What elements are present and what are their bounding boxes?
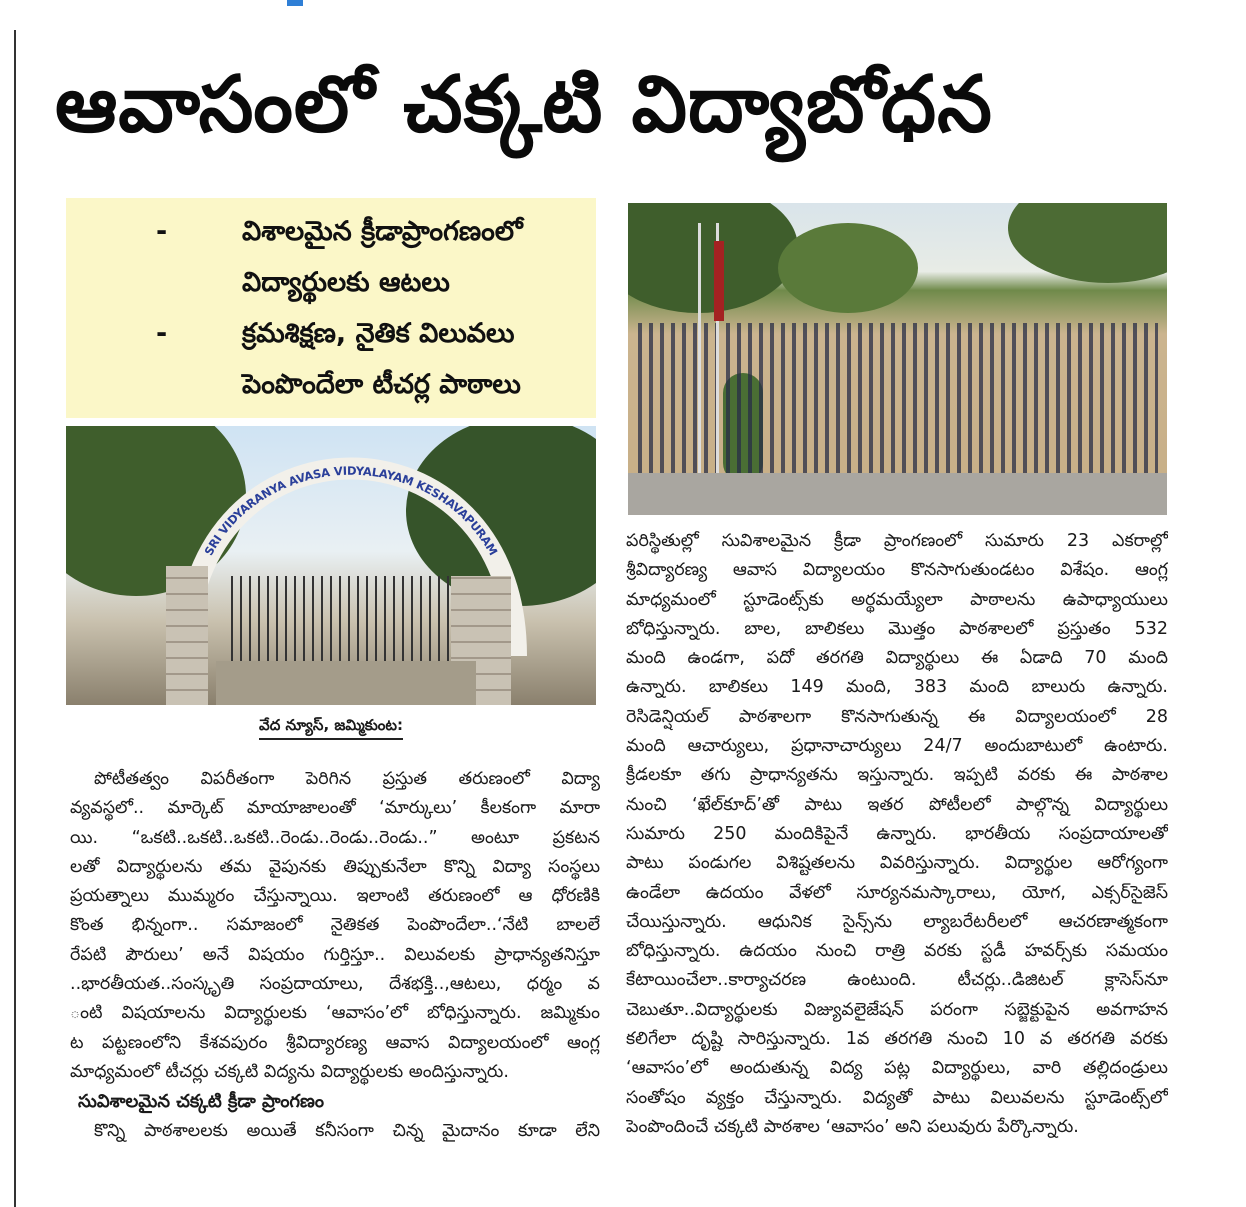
text-line: చెబుతూ..విద్యార్థులకు విజ్యువలైజేషన్ పరంగా సబ్జెక్టుపైన అవగాహన bbox=[626, 999, 1168, 1020]
text-line: పాటు పండుగల విశిష్టతలను వివరిస్తున్నారు. విద్యార్థుల ఆరోగ్యంగా bbox=[626, 853, 1168, 874]
highlight-line bbox=[66, 308, 596, 359]
text-line: మంది ఉండగా, పదో తరగతి విద్యార్థులు ఈ ఏడాది 70 మంది bbox=[626, 648, 1168, 669]
highlight-text: విద్యార్థులకు ఆటలు bbox=[242, 267, 450, 298]
gate-sign-label: SRI VIDYARANYA AVASA VIDYALAYAM KESHAVAPURAM bbox=[201, 463, 501, 558]
bullet-dash: - bbox=[156, 318, 168, 349]
text-line: మాధ్యమంలో స్టూడెంట్స్‌కు అర్థమయ్యేలా పాఠాలను ఉపాధ్యాయులు bbox=[626, 589, 1168, 610]
text-line: కొన్ని పాఠశాలలకు అయితే కనీసంగా చిన్న మైదానం కూడా లేని bbox=[94, 1120, 600, 1141]
text-line: ప్రయత్నాలు ముమ్మరం చేస్తున్నాయి. ఇలాంటి తరుణంలో ఆ ధోరణికి bbox=[70, 886, 600, 907]
text-line: మాధ్యమంలో టీచర్లు చక్కటి విద్యను విద్యార్థులకు అందిస్తున్నారు. bbox=[70, 1061, 509, 1082]
highlight-line bbox=[66, 257, 596, 308]
highlight-text: విశాలమైన క్రీడాప్రాంగణంలో bbox=[242, 216, 523, 247]
byline bbox=[66, 716, 596, 738]
highlights-box bbox=[66, 198, 596, 418]
text-line: బోధిస్తున్నారు. ఉదయం నుంచి రాత్రి వరకు స్టడీ హవర్స్‌కు సమయం bbox=[626, 941, 1168, 962]
text-line: బోధిస్తున్నారు. బాల, బాలికలు మొత్తం పాఠశాలలో ప్రస్తుతం 532 bbox=[626, 618, 1168, 639]
bullet-dash: - bbox=[156, 216, 168, 247]
school-assembly-photo bbox=[628, 203, 1167, 515]
text-line: మంది ఆచార్యులు, ప్రధానాచార్యులు 24/7 అందుబాటులో ఉంటారు. bbox=[626, 736, 1168, 757]
article-column-left bbox=[70, 765, 600, 1146]
text-line: రేపటి పౌరులు’ అనే విషయం గుర్తిస్తూ.. విలువలకు ప్రాధాన్యతనిస్తూ bbox=[70, 944, 600, 965]
article-column-right bbox=[626, 527, 1168, 1142]
text-line: పోటీతత్వం విపరీతంగా పెరిగిన ప్రస్తుత తరుణంలో విద్యా bbox=[94, 769, 600, 789]
text-line: నుంచి ‘ఖేల్‌కూద్’తో పాటు ఇతర పోటీలలో పాల్గొన్న విద్యార్థులు bbox=[626, 794, 1168, 815]
highlight-line bbox=[66, 359, 596, 410]
highlight-line bbox=[66, 206, 596, 257]
text-line: యి. “ఒకటి..ఒకటి..ఒకటి..రెండు..రెండు..రెండు..” అంటూ ప్రకటన bbox=[70, 827, 600, 848]
text-line: కేటాయించేలా..కార్యాచరణ ఉంటుంది. టీచర్లు..డిజిటల్ క్లాసెస్‌నూ bbox=[626, 970, 1168, 991]
text-line: వ్యవస్థలో.. మార్కెట్ మాయాజాలంతో ‘మార్కులు’ కీలకంగా మారా bbox=[70, 798, 600, 819]
column-divider bbox=[14, 30, 16, 1207]
text-line: రెసిడెన్షియల్ పాఠశాలగా కొనసాగుతున్న ఈ విద్యాలయంలో 28 bbox=[626, 706, 1168, 727]
text-line: ట పట్టణంలోని కేశవపురం శ్రీవిద్యారణ్య ఆవాస విద్యాలయంలో ఆంగ్ల bbox=[70, 1032, 600, 1053]
text-line: చేయిస్తున్నారు. ఆధునిక సైన్స్‌ను ల్యాబరేటరీలలో ఆచరణాత్మకంగా bbox=[626, 911, 1168, 932]
school-gate-photo bbox=[66, 426, 596, 705]
text-line: ఉన్నారు. బాలికలు 149 మంది, 383 మంది బాలురు ఉన్నారు. bbox=[626, 677, 1168, 698]
text-line: ంటి విషయాలను విద్యార్థులకు ‘ఆవాసం’లో బోధిస్తున్నారు. జమ్మికుం bbox=[70, 1003, 600, 1024]
text-line: సుమారు 250 మందికిపైనే ఉన్నారు. భారతీయ సంప్రదాయాలతో bbox=[626, 823, 1168, 844]
text-line: సంతోషం వ్యక్తం చేస్తున్నారు. విద్యతో పాటు విలువలను స్టూడెంట్స్‌లో bbox=[626, 1087, 1168, 1108]
text-line: ఉండేలా ఉదయం వేళలో సూర్యనమస్కారాలు, యోగ, ఎక్సర్‌సైజెస్ bbox=[626, 882, 1168, 903]
text-line: క్రీడలకూ తగు ప్రాధాన్యతను ఇస్తున్నారు. ఇప్పటి వరకు ఈ పాఠశాల bbox=[626, 765, 1168, 786]
text-line: పెంపొందించే చక్కటి పాఠశాల ‘ఆవాసం’ అని పలువురు పేర్కొన్నారు. bbox=[626, 1116, 1079, 1137]
text-line: కొంత భిన్నంగా.. సమాజంలో నైతికత పెంపొందేలా..‘నేటి బాలలే bbox=[70, 915, 600, 936]
text-line: లతో విద్యార్థులను తమ వైపునకు తిప్పుకునేలా కొన్ని విద్యా సంస్థలు bbox=[70, 856, 600, 877]
text-line: శ్రీవిద్యారణ్య ఆవాస విద్యాలయం కొనసాగుతుండటం విశేషం. ఆంగ్ల bbox=[626, 560, 1168, 581]
text-line: ..భారతీయత..సంస్కృతి సంప్రదాయాలు, దేశభక్తి..,ఆటలు, ధర్మం వ bbox=[70, 974, 600, 995]
highlight-text: క్రమశిక్షణ, నైతిక విలువలు bbox=[242, 318, 515, 349]
headline: ఆవాసంలో చక్కటి విద్యాబోధన bbox=[55, 60, 993, 150]
highlight-text: పెంపొందేలా టీచర్ల పాఠాలు bbox=[242, 369, 521, 400]
top-edge-mark bbox=[287, 0, 303, 6]
text-line: ‘ఆవాసం’లో అందుతున్న విద్య పట్ల విద్యార్థులు, వారి తల్లిదండ్రులు bbox=[626, 1058, 1168, 1079]
subheading: సువిశాలమైన చక్కటి క్రీడా ప్రాంగణం bbox=[78, 1091, 324, 1113]
text-line: కలిగేలా దృష్టి సారిస్తున్నారు. 1వ తరగతి నుంచి 10 వ తరగతి వరకు bbox=[626, 1029, 1168, 1050]
byline-text: వేద న్యూస్, జమ్మికుంట: bbox=[259, 716, 403, 740]
text-line: పరిస్థితుల్లో సువిశాలమైన క్రీడా ప్రాంగణంలో సుమారు 23 ఎకరాల్లో bbox=[626, 531, 1168, 551]
